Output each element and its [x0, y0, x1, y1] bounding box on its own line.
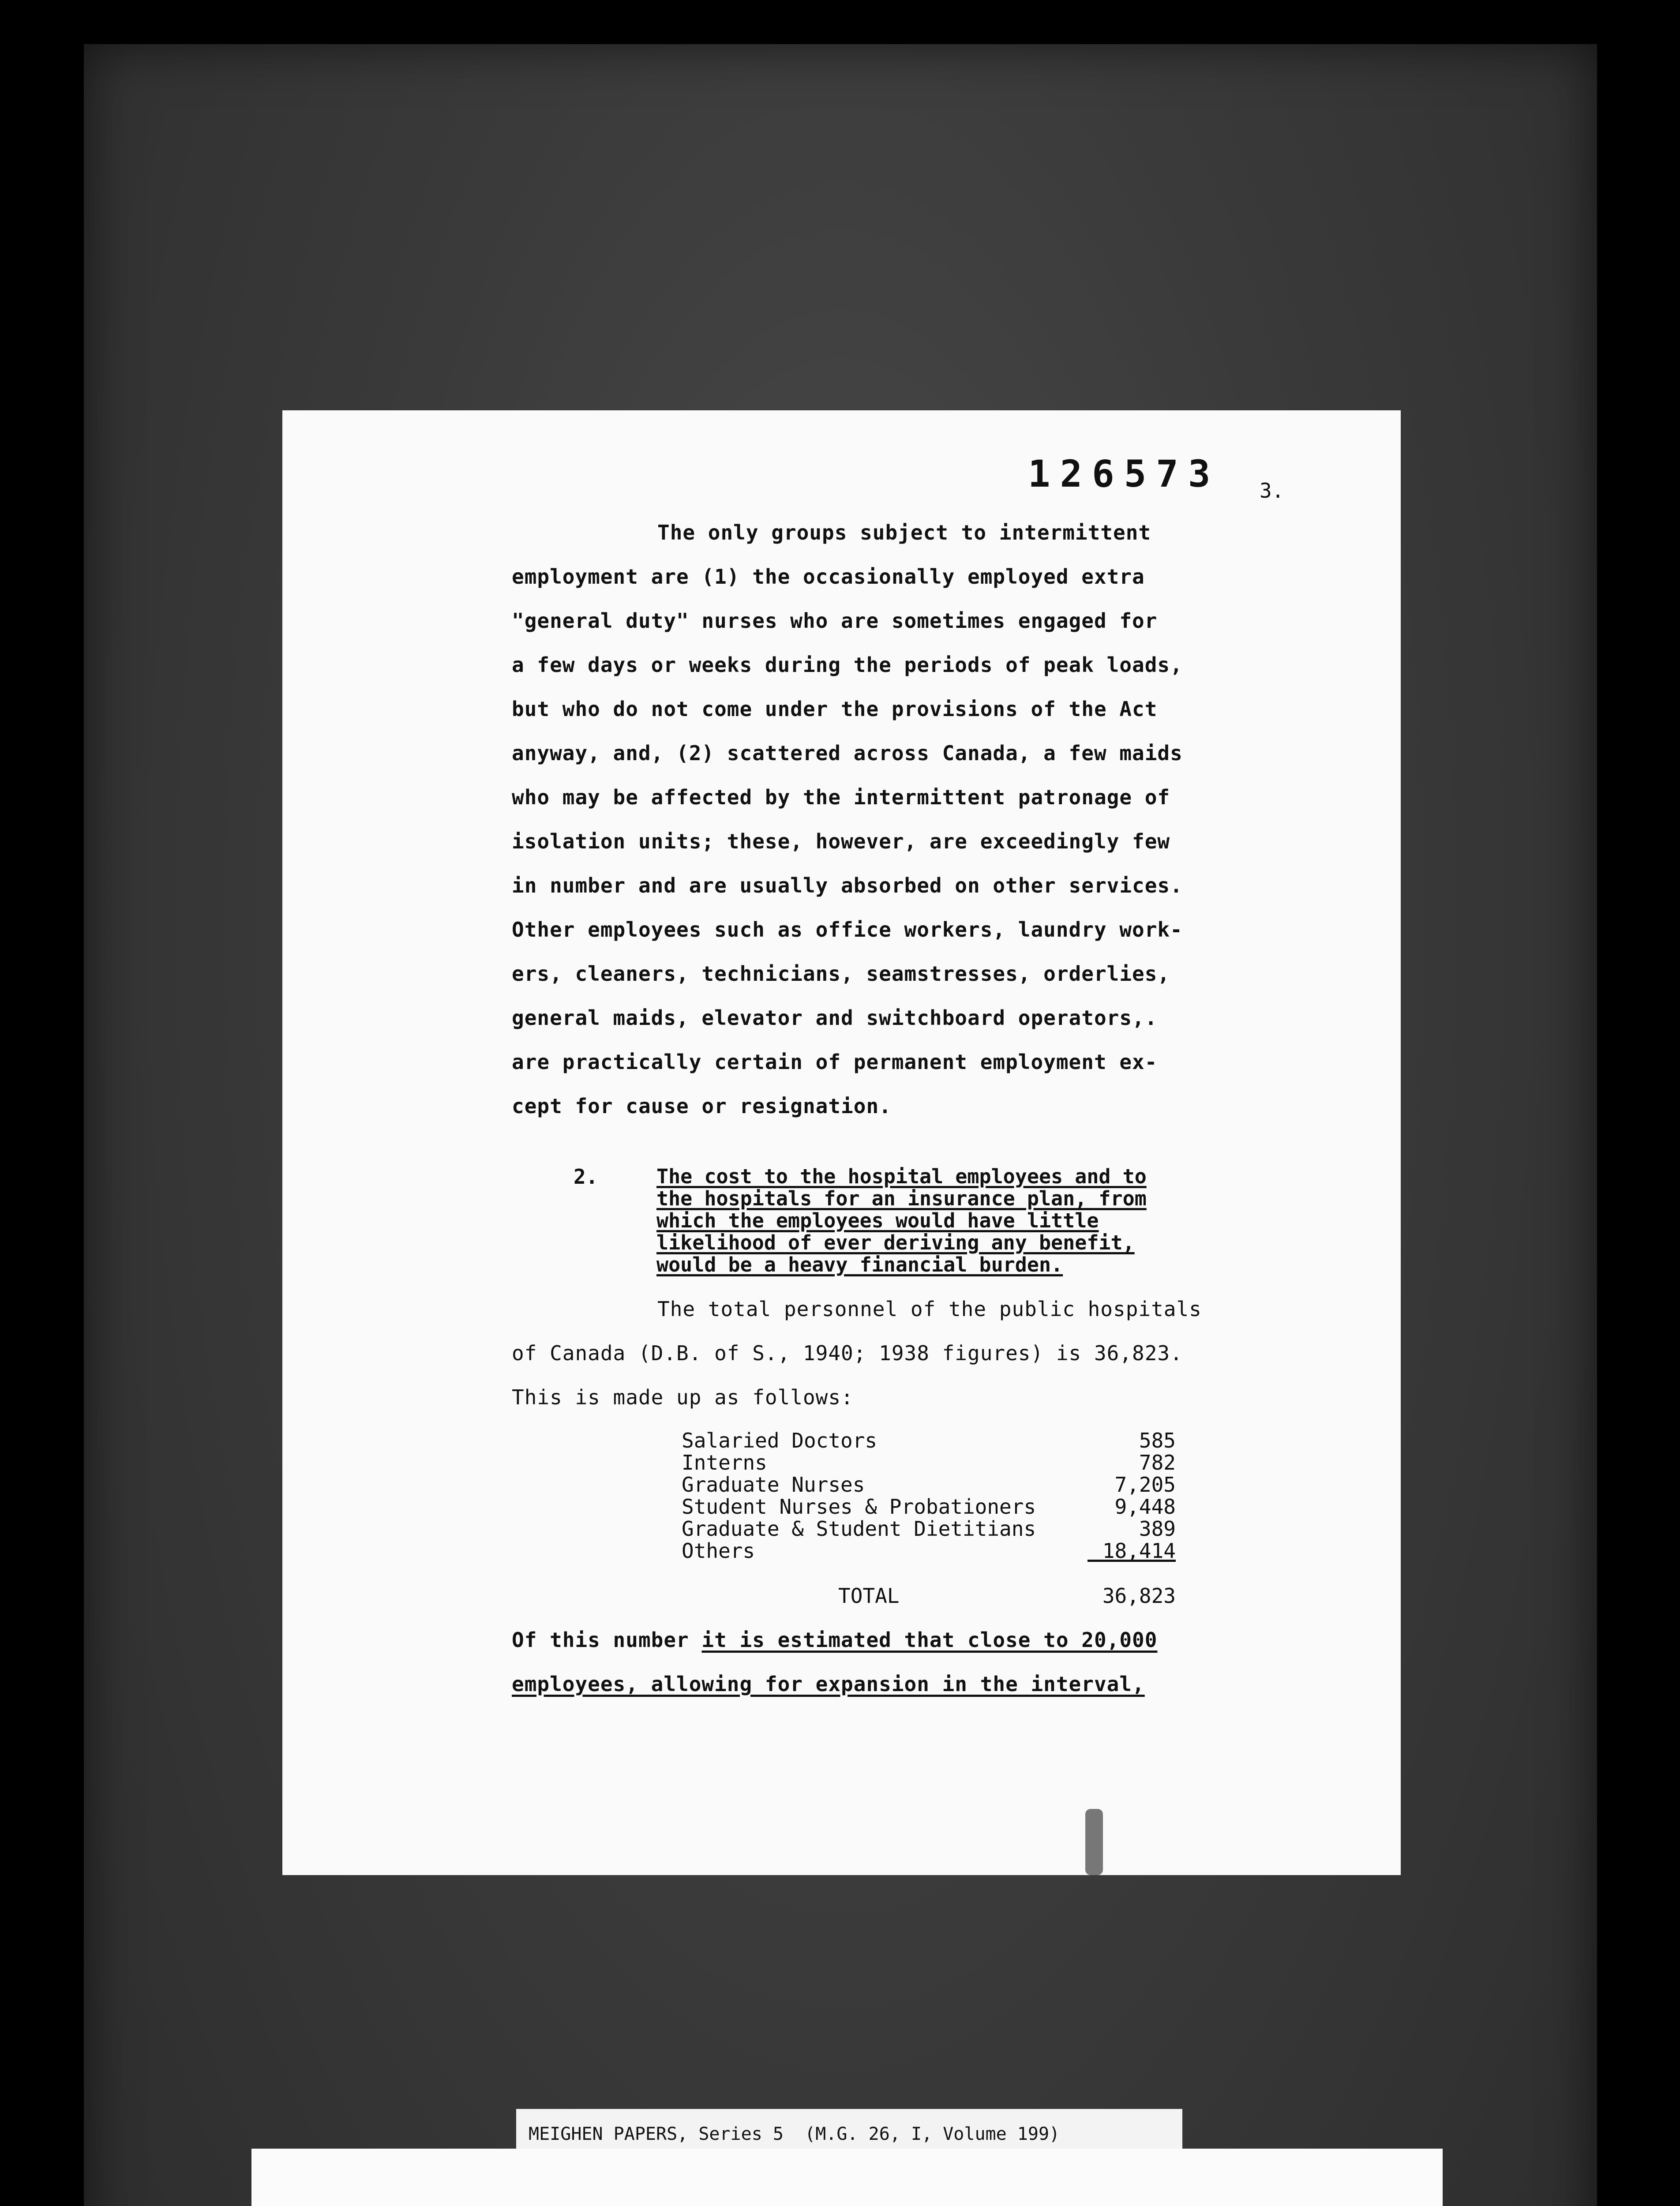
table-total [838, 1584, 1176, 1608]
paragraph-line: general maids, elevator and switchboard operators,. [512, 1006, 1158, 1030]
total-value: 36,823 [1102, 1584, 1176, 1608]
archive-reference-slip: MEIGHEN PAPERS, Series 5 (M.G. 26, I, Volume 199) [516, 2109, 1182, 2160]
paragraph-line: employment are (1) the occasionally employed extra [512, 565, 1145, 589]
paragraph-line: but who do not come under the provisions of the Act [512, 697, 1158, 721]
table-row [682, 1518, 1176, 1540]
paragraph-line: a few days or weeks during the periods of peak loads, [512, 653, 1183, 677]
paragraph-line: anyway, and, (2) scattered across Canada, a few maids [512, 741, 1183, 765]
heading-line: would be a heavy financial burden. [656, 1253, 1063, 1276]
heading-line: likelihood of ever deriving any benefit, [656, 1231, 1135, 1254]
row-label: Interns [682, 1451, 767, 1474]
row-label: Graduate & Student Dietitians [682, 1517, 1036, 1541]
row-label: Student Nurses & Probationers [682, 1495, 1036, 1519]
row-value: 585 [1139, 1429, 1176, 1452]
paragraph-line: isolation units; these, however, are exceedingly few [512, 829, 1170, 853]
row-value: 389 [1139, 1517, 1176, 1541]
row-label: Graduate Nurses [682, 1473, 865, 1497]
table-row [682, 1452, 1176, 1474]
paragraph-line: The only groups subject to intermittent [657, 521, 1151, 544]
table-row [682, 1540, 1176, 1562]
closing-line [512, 1628, 1157, 1652]
row-label: Others [682, 1539, 755, 1563]
paragraph-line: ers, cleaners, technicians, seamstresses, orderlies, [512, 962, 1170, 986]
paragraph-line: Other employees such as office workers, laundry work- [512, 918, 1183, 942]
row-value: 18,414 [1088, 1540, 1176, 1562]
film-damage-mark [1085, 1809, 1103, 1875]
paragraph-line: cept for cause or resignation. [512, 1094, 892, 1118]
heading-line: which the employees would have little [656, 1209, 1099, 1232]
closing-prefix: Of this number [512, 1628, 702, 1652]
total-label: TOTAL [838, 1584, 900, 1608]
typed-document-page [282, 410, 1401, 1875]
table-row [682, 1429, 1176, 1452]
personnel-line: of Canada (D.B. of S., 1940; 1938 figures) is 36,823. [512, 1341, 1183, 1365]
page-number: 3. [1260, 479, 1284, 503]
archive-card [251, 2149, 1443, 2206]
paragraph-line: "general duty" nurses who are sometimes engaged for [512, 609, 1158, 633]
personnel-line: The total personnel of the public hospitals [657, 1297, 1202, 1321]
row-value: 782 [1139, 1451, 1176, 1474]
closing-line: employees, allowing for expansion in the interval, [512, 1672, 1145, 1696]
heading-line: The cost to the hospital employees and to [656, 1165, 1147, 1188]
document-number: 126573 [1028, 452, 1220, 495]
item-number: 2. [574, 1165, 598, 1189]
paragraph-line: in number and are usually absorbed on other services. [512, 874, 1183, 897]
paragraph-line: are practically certain of permanent employment ex- [512, 1050, 1158, 1074]
row-value: 9,448 [1114, 1495, 1176, 1519]
row-value: 7,205 [1114, 1473, 1176, 1497]
personnel-line: This is made up as follows: [512, 1385, 854, 1409]
heading-line: the hospitals for an insurance plan, from [656, 1187, 1147, 1210]
closing-underlined: it is estimated that close to 20,000 [701, 1628, 1158, 1652]
table-row [682, 1496, 1176, 1518]
personnel-table [682, 1429, 1176, 1562]
row-label: Salaried Doctors [682, 1429, 878, 1452]
paragraph-line: who may be affected by the intermittent patronage of [512, 785, 1170, 809]
table-row [682, 1474, 1176, 1496]
